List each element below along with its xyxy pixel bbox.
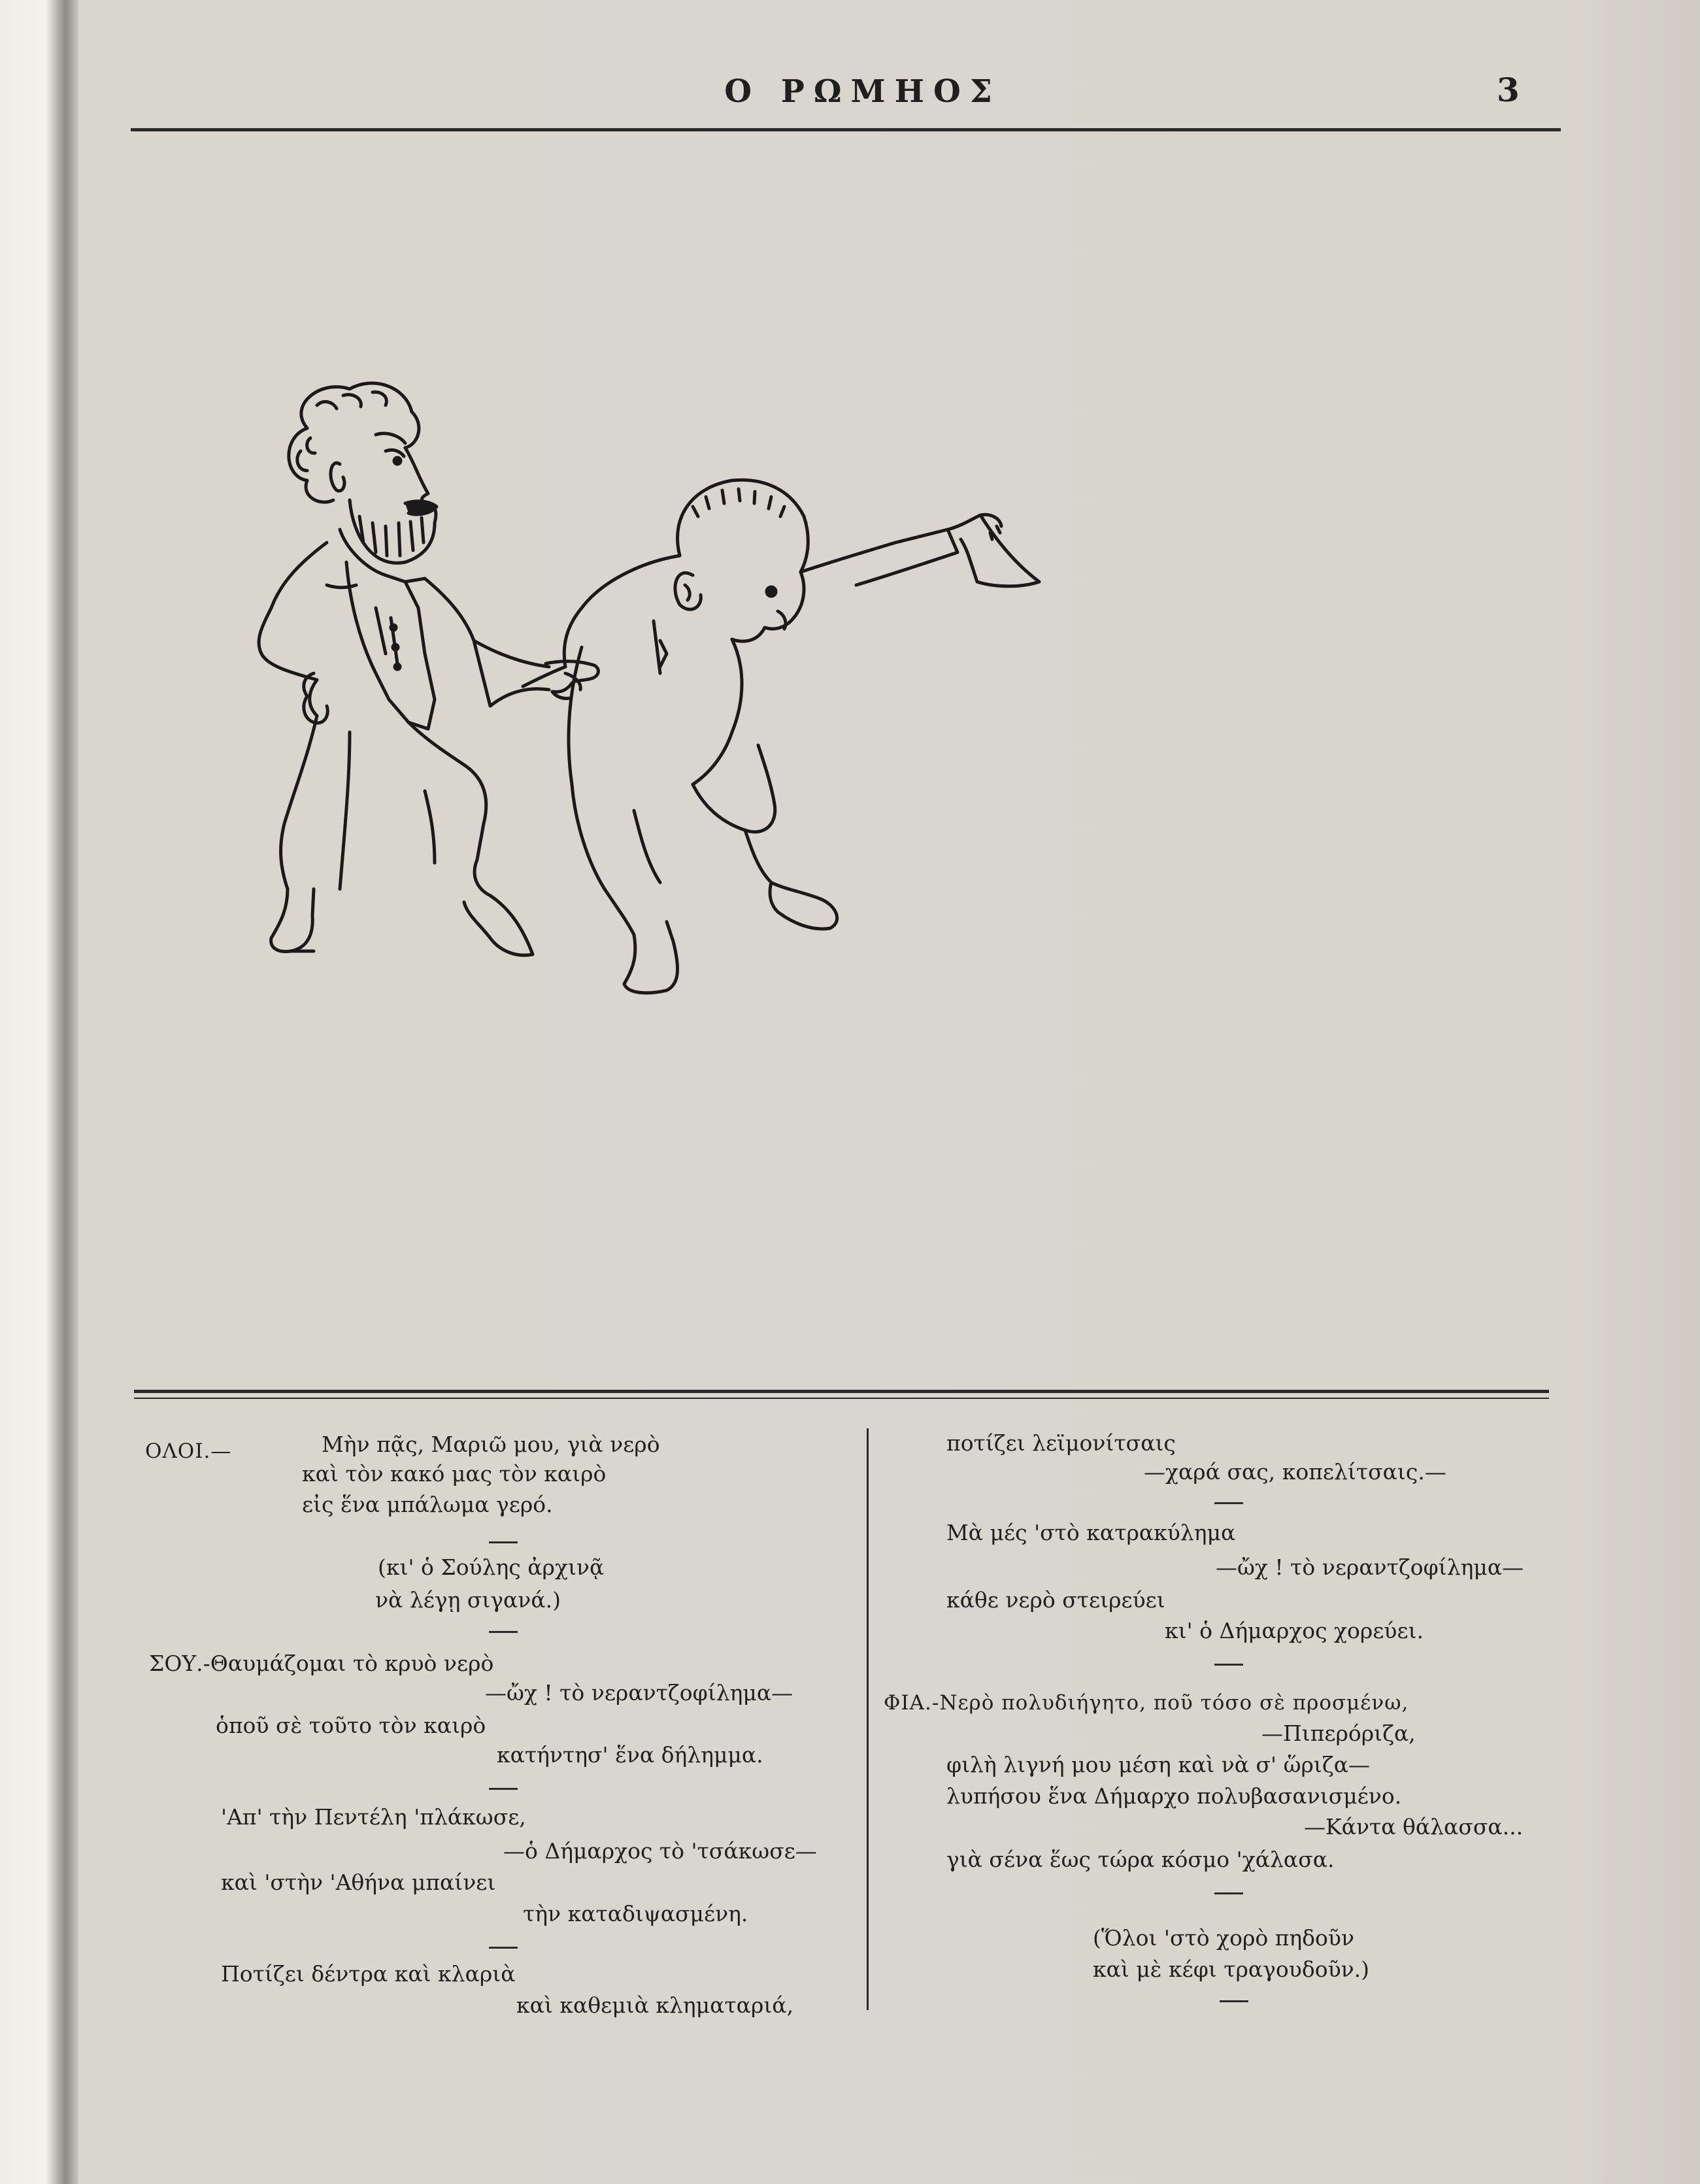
- header-rule: [131, 128, 1561, 131]
- verse-line: τὴν καταδιψασμένη.: [523, 1901, 748, 1926]
- verse-line: ὁποῦ σὲ τοῦτο τὸν καιρὸ: [216, 1713, 486, 1738]
- verse-line: —Πιπερόριζα,: [1261, 1721, 1416, 1746]
- stanza-dash: [1214, 1664, 1243, 1666]
- stage-direction: καὶ μὲ κέφι τραγουδοῦν.): [1093, 1957, 1370, 1982]
- verse-line: λυπήσου ἕνα Δήμαρχο πολυβασανισμένο.: [946, 1783, 1402, 1809]
- stanza-dash: [1220, 2000, 1248, 2002]
- verse-line: 'Απ' τὴν Πεντέλη 'πλάκωσε,: [221, 1804, 526, 1830]
- verse-line: φιλὴ λιγνή μου μέση καὶ νὰ σ' ὥριζα—: [946, 1752, 1370, 1777]
- stage-direction: (Ὅλοι 'στὸ χορὸ πηδοῦν: [1093, 1925, 1355, 1951]
- verse-line: Μὰ μές 'στὸ κατρακύλημα: [946, 1520, 1236, 1545]
- stage-direction: (κι' ὁ Σούλης ἀρχινᾷ: [378, 1554, 605, 1580]
- section-rule: [134, 1390, 1549, 1393]
- verse-line: Ποτίζει δέντρα καὶ κλαριὰ: [221, 1961, 516, 1987]
- verse-line: —ὤχ ! τὸ νεραντζοφίλημα—: [485, 1680, 793, 1705]
- verse-line: —Κάντα θάλασσα...: [1304, 1814, 1524, 1840]
- verse-line: γιὰ σένα ἕως τώρα κόσμο 'χάλασα.: [946, 1847, 1335, 1872]
- stanza-dash: [489, 1947, 518, 1949]
- column-divider: [867, 1428, 869, 2010]
- stanza-dash: [489, 1788, 518, 1790]
- verse-line: —χαρά σας, κοπελίτσαις.—: [1144, 1459, 1446, 1485]
- book-spine: [0, 0, 78, 2184]
- section-rule-thin: [134, 1398, 1549, 1399]
- verse-line: —ὤχ ! τὸ νεραντζοφίλημα—: [1216, 1554, 1524, 1580]
- bearded-dancer-figure: [259, 383, 598, 955]
- page-number: 3: [1497, 71, 1520, 109]
- speaker-label: ΟΛΟΙ.—: [145, 1439, 232, 1463]
- stanza-dash: [1214, 1502, 1243, 1504]
- verse-line: Μὴν πᾷς, Μαριῶ μου, γιὰ νερὸ: [322, 1432, 660, 1457]
- verse-line: ποτίζει λεϊμονίτσαις: [946, 1430, 1176, 1456]
- verse-line: ΣΟΥ.-Θαυμάζομαι τὸ κρυὸ νερὸ: [149, 1651, 494, 1676]
- stanza-dash: [489, 1541, 518, 1543]
- stanza-dash: [489, 1631, 518, 1633]
- heavy-dancer-figure: [523, 480, 1039, 993]
- stanza-dash: [1214, 1892, 1243, 1894]
- masthead-title: Ο ΡΩΜΗΟΣ: [724, 73, 1001, 110]
- caricature-illustration: [209, 366, 1484, 1262]
- verse-line: ΦΙΑ.-Νερὸ πολυδιήγητο, ποῦ τόσο σὲ προσμένω,: [884, 1691, 1409, 1715]
- verse-line: καὶ καθεμιὰ κληματαριά,: [516, 1992, 794, 2018]
- verse-line: —ὁ Δήμαρχος τὸ 'τσάκωσε—: [503, 1838, 817, 1864]
- verse-line: καὶ 'στὴν 'Αθήνα μπαίνει: [221, 1870, 496, 1895]
- verse-line: κατήντησ' ἕνα δήλημμα.: [497, 1742, 763, 1768]
- verse-line: κάθε νερὸ στειρεύει: [946, 1587, 1165, 1613]
- verse-line: εἰς ἕνα μπάλωμα γερό.: [302, 1492, 553, 1517]
- verse-line: καὶ τὸν κακό μας τὸν καιρὸ: [302, 1461, 607, 1487]
- verse-line: κι' ὁ Δήμαρχος χορεύει.: [1165, 1618, 1424, 1643]
- stage-direction: νὰ λέγῃ σιγανά.): [375, 1587, 561, 1613]
